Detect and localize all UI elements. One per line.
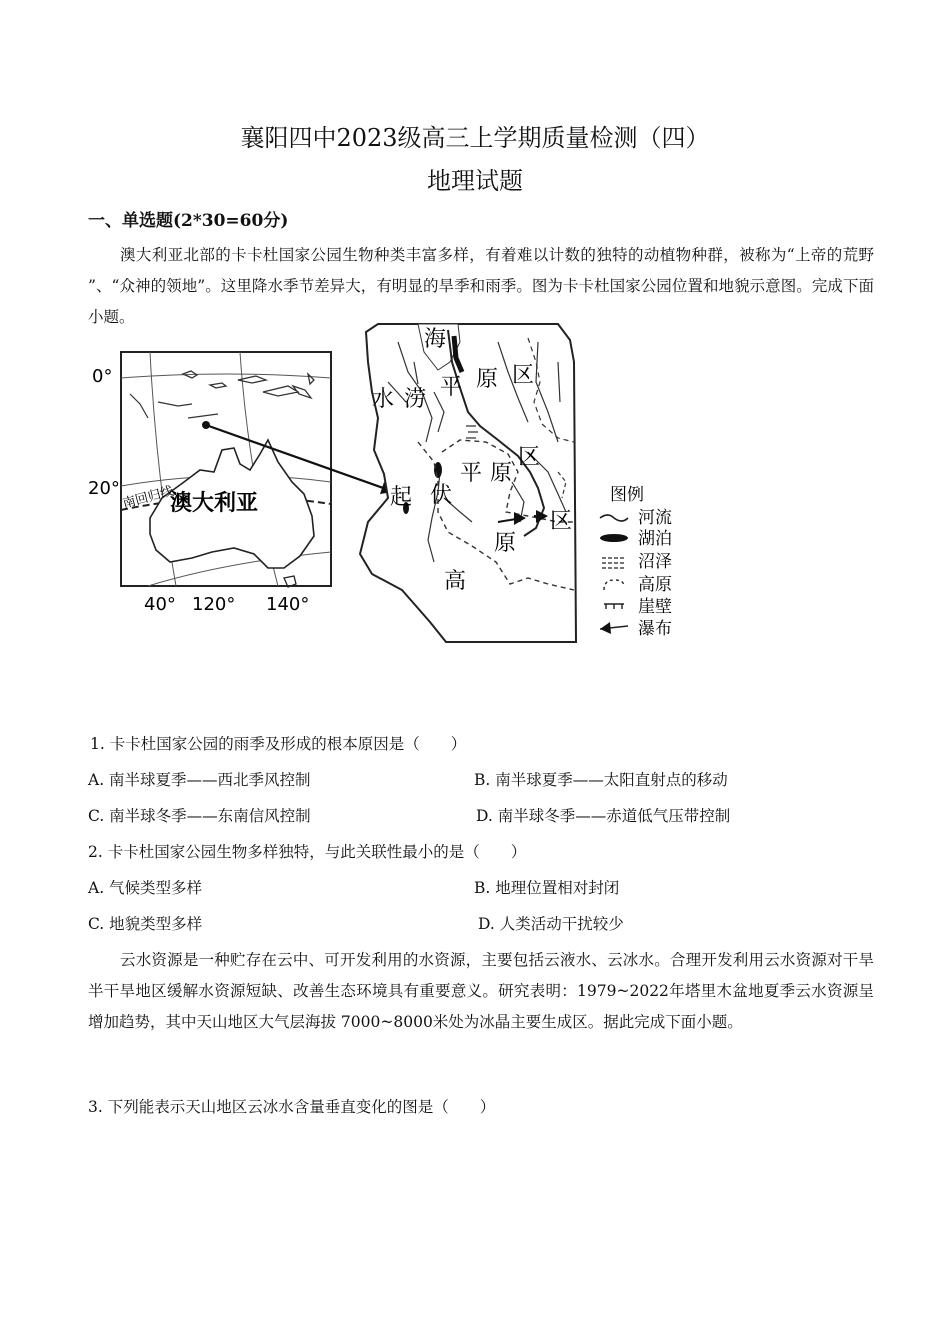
label-qu-3: 区 bbox=[550, 509, 573, 534]
lon-label-120: 120° bbox=[192, 594, 236, 615]
label-yuan-1: 原 bbox=[476, 367, 499, 392]
page-title: 襄阳四中2023级高三上学期质量检测（四） bbox=[240, 124, 710, 152]
legend-waterfall: 瀑布 bbox=[638, 619, 672, 639]
river-icon bbox=[600, 515, 628, 521]
map-legend bbox=[600, 485, 672, 639]
page-subtitle: 地理试题 bbox=[427, 167, 523, 195]
question-2-option-d[interactable]: D. 人类活动干扰较少 bbox=[478, 915, 624, 933]
legend-cliff: 崖壁 bbox=[638, 597, 672, 617]
question-1-option-a[interactable]: A. 南半球夏季——西北季风控制 bbox=[88, 771, 311, 789]
plateau-icon bbox=[604, 580, 624, 590]
legend-title: 图例 bbox=[610, 485, 644, 505]
label-qi: 起 bbox=[390, 485, 413, 510]
swamp-icon bbox=[602, 558, 626, 568]
cliff-icon bbox=[604, 604, 624, 609]
question-1-option-c[interactable]: C. 南半球冬季——东南信风控制 bbox=[88, 807, 311, 825]
label-qu-1: 区 bbox=[512, 363, 535, 388]
lon-label-140: 140° bbox=[266, 594, 310, 615]
kakadu-figure bbox=[88, 322, 698, 652]
label-ping-2: 平 bbox=[460, 461, 483, 486]
legend-river: 河流 bbox=[638, 508, 672, 528]
label-shui: 水 bbox=[372, 387, 395, 412]
question-2-stem: 2. 卡卡杜国家公园生物多样独特，与此关联性最小的是（ ） bbox=[88, 843, 527, 861]
lat-label-20: 20° bbox=[88, 478, 120, 499]
legend-plateau: 高原 bbox=[638, 575, 672, 595]
label-tao: 涝 bbox=[404, 387, 427, 412]
question-1-option-d[interactable]: D. 南半球冬季——赤道低气压带控制 bbox=[476, 807, 731, 825]
question-1-option-b[interactable]: B. 南半球夏季——太阳直射点的移动 bbox=[474, 771, 728, 789]
section-heading: 一、单选题(2*30=60分) bbox=[88, 211, 289, 231]
legend-lake: 湖泊 bbox=[638, 529, 672, 549]
question-2-option-c[interactable]: C. 地貌类型多样 bbox=[88, 915, 203, 933]
label-gao: 高 bbox=[444, 569, 467, 594]
passage-1: 澳大利亚北部的卡卡杜国家公园生物种类丰富多样，有着难以计数的独特的动植物种群，被称为“上帝的荒野 ”、“众神的领地”。这里降水季节差异大，有明显的旱季和雨季。图为卡卡杜国家公园位置和地貌示意图。完成下面小题。 bbox=[88, 246, 874, 326]
label-yuan-3: 原 bbox=[494, 531, 517, 556]
label-qu-2: 区 bbox=[518, 445, 541, 470]
inset-map bbox=[121, 352, 393, 587]
legend-swamp: 沼泽 bbox=[638, 552, 672, 572]
label-sea: 海 bbox=[424, 327, 447, 352]
label-fu: 伏 bbox=[430, 483, 453, 508]
question-1-stem: 1. 卡卡杜国家公园的雨季及形成的根本原因是（ ） bbox=[90, 735, 467, 753]
tropic-label: 南回归线 bbox=[121, 483, 176, 512]
question-3-stem: 3. 下列能表示天山地区云冰水含量垂直变化的图是（ ） bbox=[88, 1098, 496, 1116]
lon-label-40: 40° bbox=[144, 594, 176, 615]
lat-label-0: 0° bbox=[92, 366, 113, 387]
passage-2: 云水资源是一种贮存在云中、可开发利用的水资源，主要包括云液水、云冰水。合理开发利用云水资源对干旱半干旱地区缓解水资源短缺、改善生态环境具有重要意义。研究表明：1979~2022年塔里木盆地夏季云水资源呈增加趋势，其中天山地区大气层海拔 7000~8000米处为冰晶主要生成区。据此完成下面小题。 bbox=[88, 951, 874, 1031]
kakadu-map-svg bbox=[88, 322, 698, 652]
question-2-option-b[interactable]: B. 地理位置相对封闭 bbox=[474, 879, 620, 897]
lake-icon bbox=[600, 534, 628, 542]
question-2-option-a[interactable]: A. 气候类型多样 bbox=[88, 879, 203, 897]
country-label: 澳大利亚 bbox=[170, 491, 259, 516]
label-yuan-2: 原 bbox=[490, 461, 513, 486]
label-ping-1: 平 bbox=[440, 375, 463, 400]
